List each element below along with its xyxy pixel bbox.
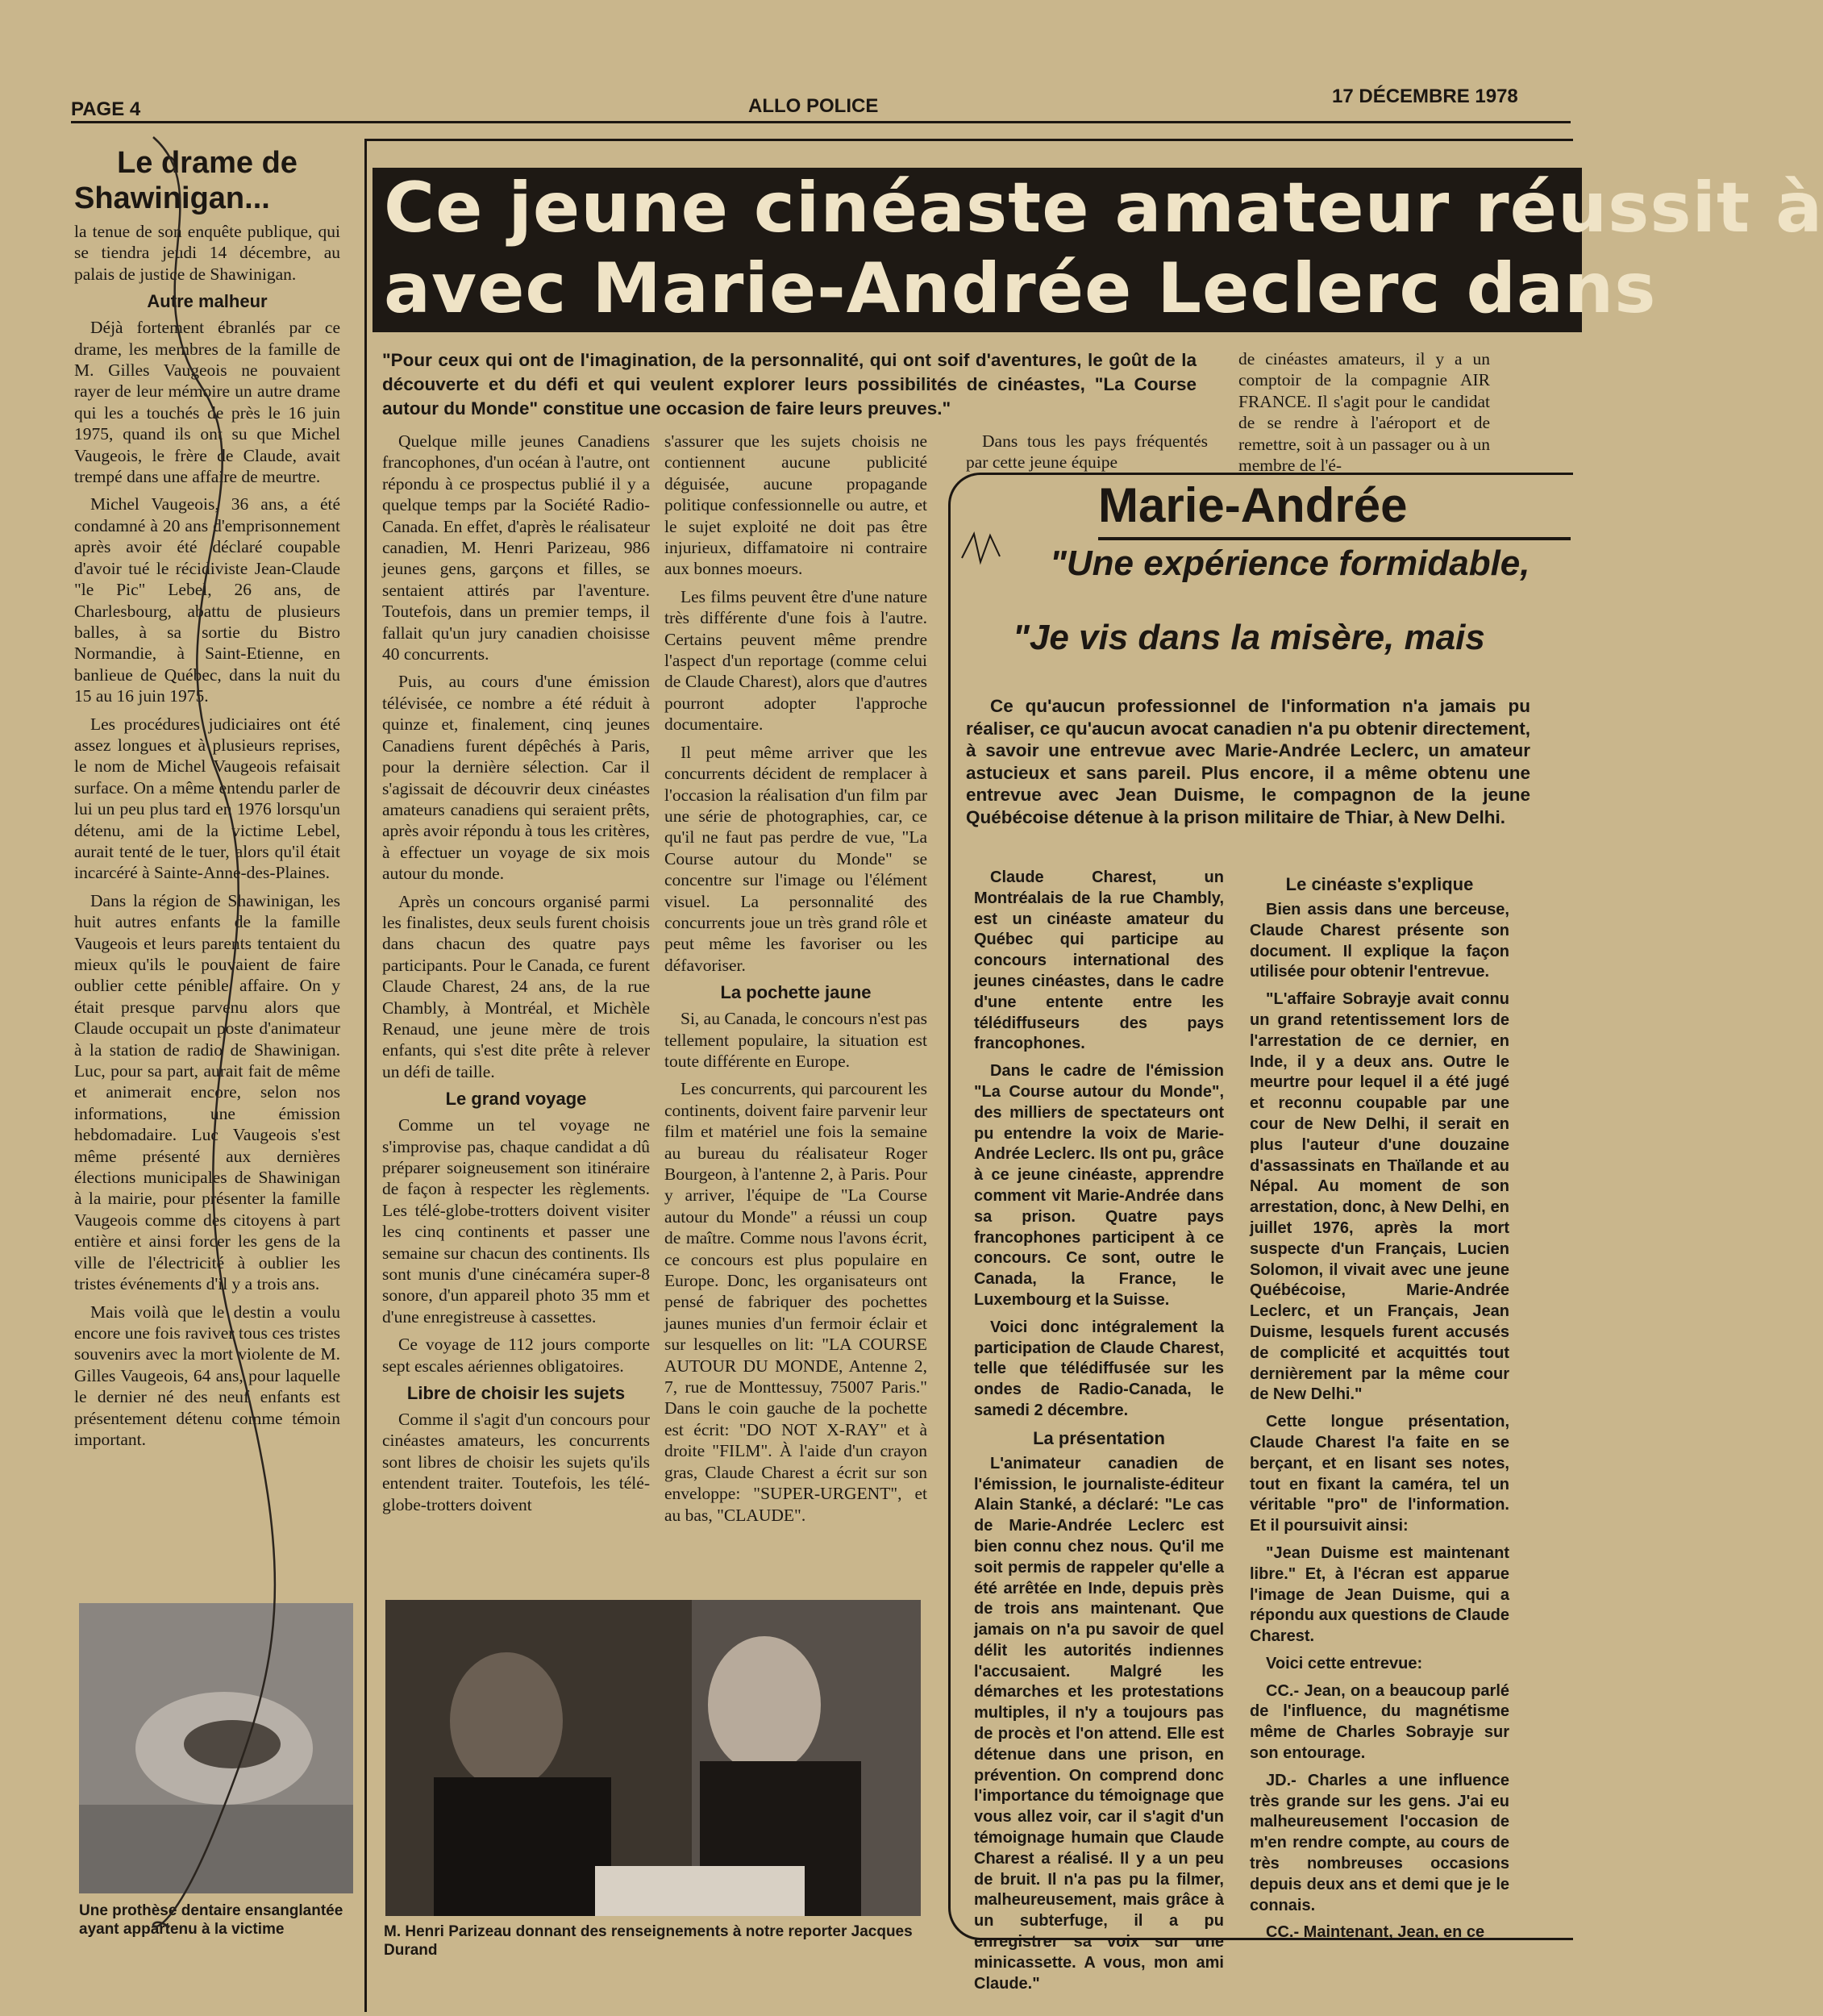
sidebar-subhead: Le cinéaste s'explique	[1285, 874, 1474, 894]
left-article-paragraph: Les procédures judiciaires ont été assez longues et à plusieurs reprises, le nom de Michel Vaugeois refaisait surface. On a même entendu parler de lui un peu plus tard en 1976 lorsqu'un détenu, ami de la victime Lebel, aurait tenté de le tuer, alors qu'il était incarcéré à Sainte-Anne-des-Plaines.	[74, 714, 340, 883]
main-article-subhead: Le grand voyage	[445, 1089, 587, 1110]
left-article-paragraph: Dans la région de Shawinigan, les huit autres enfants de la famille Vaugeois et leurs parents tentaient du mieux qu'ils le pouvaient de faire oublier cette pénible affaire. On y était presque parvenu alors que Claude occupait un poste d'animateur à la station de radio de Shawinigan. Luc, pour sa part, aurait fait de même et animerait encore, selon nos informations, une émission hebdomadaire. Luc Vaugeois s'est même présenté aux dernières élections municipales de Shawinigan à la mairie, pour présenter la famille Vaugeois comme des citoyens à part entière et ainsi forcer les gens de la ville de l'électricité à oublier les tristes événements d'il y a trois ans.	[74, 890, 340, 1294]
main-article-subhead: Libre de choisir les sujets	[406, 1383, 626, 1404]
sidebar-title: Marie-Andrée	[1098, 478, 1408, 532]
ink-scribble-icon	[958, 526, 1006, 574]
main-article-paragraph: Après un concours organisé parmi les finalistes, deux seuls furent choisis dans chacun des quatre pays participants. Pour le Canada, ce furent Claude Charest, 24 ans, de la rue Chambly, à Montréal, et Michèle Renaud, une jeune mère de trois enfants, qui s'est dite prête à relever un défi de taille.	[382, 891, 650, 1081]
sidebar-paragraph: Bien assis dans une berceuse, Claude Charest présente son document. Il explique la façon utilisée pour obtenir l'entrevue.	[1250, 901, 1509, 981]
left-article-title-2: Shawinigan...	[74, 181, 270, 215]
main-article-paragraph: Ce voyage de 112 jours comporte sept escales aériennes obligatoires.	[382, 1335, 650, 1376]
main-headline-line-1: Ce jeune cinéaste amateur réussit à	[384, 168, 1823, 248]
denture-photo	[79, 1603, 353, 1893]
sidebar-paragraph: Voici cette entrevue:	[1266, 1654, 1423, 1672]
sidebar-paragraph: Claude Charest, un Montréalais de la rue Chambly, est un cinéaste amateur du Québec qui participe au concours international des jeunes cinéastes, dans le cadre d'une entente entre les télédiffuseurs des pays francophones.	[974, 868, 1224, 1053]
page-number: PAGE 4	[71, 98, 141, 120]
main-article-paragraph: Comme il s'agit d'un concours pour cinéastes amateurs, les concurrents sont libres de choisir les sujets qu'ils entendent traiter. Toutefois, les télé-globe-trotters doivent	[382, 1410, 650, 1514]
sidebar-quote-1: "Une expérience formidable,	[1050, 544, 1530, 583]
sidebar-paragraph: JD.- Charles a une influence très grande sur les gens. J'ai eu malheureusement l'occasion de m'en rendre compte, au cours de très nombreuses occasions depuis deux ans et demi que je le connais.	[1250, 1771, 1509, 1914]
main-article-paragraph: s'assurer que les sujets choisis ne contiennent aucune publicité déguisée, aucune propagande politique confessionnelle ou autre, et le sujet exploité ne doit pas être injurieux, diffamatoire ni contraire aux bonnes moeurs.	[664, 431, 927, 579]
main-article-column-4	[1238, 348, 1490, 482]
sidebar-paragraph: Cette longue présentation, Claude Charest l'a faite en se berçant, et en lisant ses notes, tout en fixant la caméra, tel un véritable "pro" de l'information. Et il poursuivit ainsi:	[1250, 1413, 1509, 1535]
left-article-title-1: Le drame de	[117, 146, 298, 180]
denture-photo-image	[79, 1603, 353, 1893]
main-article-paragraph: Comme un tel voyage ne s'improvise pas, chaque candidat a dû préparer soigneusement son itinéraire de façon à respecter les règlements. Les télé-globe-trotters doivent visiter les cinq continents et passer une semaine sur chacun des continents. Ils sont munis d'une cinécaméra super-8 sonore, d'un appareil photo 35 mm et d'une enregistreuse à cassettes.	[382, 1115, 650, 1327]
issue-date: 17 DÉCEMBRE 1978	[1332, 85, 1518, 107]
main-article-paragraph: Si, au Canada, le concours n'est pas tellement populaire, la situation est toute différente en Europe.	[664, 1009, 927, 1071]
sidebar-column-a	[974, 868, 1224, 2001]
left-article-intro: la tenue de son enquête publique, qui se tiendra jeudi 14 décembre, au palais de justice de Shawinigan.	[74, 222, 340, 284]
main-article-paragraph: Dans tous les pays fréquentés par cette jeune équipe	[966, 431, 1208, 473]
left-article-paragraph: Mais voilà que le destin a voulu encore une fois raviver tous ces tristes souvenirs avec la mort violente de M. Gilles Vaugeois, 64 ans, pour laquelle le dernier né des neuf enfants est présentement détenu comme témoin important.	[74, 1302, 340, 1449]
main-article-column-2	[664, 431, 927, 1532]
main-article-paragraph: Les concurrents, qui parcourent les continents, doivent faire parvenir leur film et matériel une fois la semaine au bureau du réalisateur Roger Bourgeon, à l'antenne 2, à Paris. Pour y arriver, l'équipe de "La Course autour du Monde" a réussi un coup de maître. Comme nous l'avons écrit, ce concours est plus populaire en Europe. Donc, les organisateurs ont pensé de fabriquer des pochettes jaunes munies d'un fermoir éclair et sur lesquelles on lit: "LA COURSE AUTOUR DU MONDE, Antenne 2, 7, rue de Monttessuy, 75007 Paris." Dans le coin gauche de la pochette est écrit: "DO NOT X-RAY" et à droite "FILM". À l'aide d'un crayon gras, Claude Charest a écrit sur son enveloppe: "SUPER-URGENT", et au bas, "CLAUDE".	[664, 1079, 927, 1525]
denture-photo-caption: Une prothèse dentaire ensanglantée ayant appartenu à la victime	[79, 1902, 343, 1938]
main-article-paragraph: Les films peuvent être d'une nature très différente d'une fois à l'autre. Certains peuvent même prendre l'aspect d'un reportage (comme celui de Claude Charest), alors que d'autres pourront adopter l'approche documentaire.	[664, 586, 927, 735]
sidebar-paragraph: Voici donc intégralement la participation de Claude Charest, telle que télédiffusée sur les ondes de Radio-Canada, le samedi 2 décembre.	[974, 1318, 1224, 1419]
sidebar-paragraph: "Jean Duisme est maintenant libre." Et, à l'écran est apparue l'image de Jean Duisme, qui a répondu aux questions de Claude Charest.	[1250, 1543, 1509, 1646]
main-article-lede: "Pour ceux qui ont de l'imagination, de la personnalité, qui ont soif d'aventures, le goût de la découverte et du défi et qui veulent explorer leurs possibilités de cinéastes, "La Course autour du Monde" constitue une occasion de faire leurs preuves."	[382, 350, 1197, 419]
main-article-column-1	[382, 431, 650, 1522]
sidebar-intro: Ce qu'aucun professionnel de l'information n'a jamais pu réaliser, ce qu'aucun avocat canadien n'a pu obtenir directement, à savoir une entrevue avec Marie-Andrée Leclerc, un amateur astucieux et sans pareil. Plus encore, il a même obtenu une entrevue avec Jean Duisme, le compagnon de la jeune Québécoise détenue à la prison militaire de Thiar, à New Delhi.	[966, 696, 1530, 827]
sidebar-quote-2: "Je vis dans la misère, mais	[1013, 618, 1485, 657]
sidebar-paragraph: CC.- Maintenant, Jean, en ce	[1266, 1923, 1485, 1942]
main-headline	[373, 168, 1823, 332]
main-article-paragraph: Puis, au cours d'une émission télévisée, ce nombre a été réduit à quinze et, finalement, cinq jeunes Canadiens furent dépêchés à Paris, pour la dernière sélection. Car il s'agissait de découvrir deux cinéastes amateurs canadiens qui seraient prêts, après avoir répondu à tous les critères, à effectuer un voyage de six mois autour du monde.	[382, 672, 650, 884]
parizeau-photo	[385, 1600, 921, 1916]
sidebar-column-b	[1250, 868, 1509, 1950]
parizeau-photo-image	[385, 1600, 921, 1916]
sidebar-paragraph: "L'affaire Sobrayje avait connu un grand retentissement lors de l'arrestation de ce dernier, en Inde, il y a deux ans. Outre le meurtre pour lequel il a été jugé et reconnu coupable par une cour de New Delhi, il serait en plus l'auteur d'une douzaine d'assassinats en Thaïlande et au Népal. Au moment de son arrestation, donc, à New Delhi, en juillet 1976, après la mort suspecte d'un Français, Lucien Solomon, il vivait avec une jeune Québécoise, Marie-Andrée Leclerc, et un Français, Jean Duisme, lesquels furent accusés de complicité et acquittés tout dernièrement par la même cour de New Delhi."	[1250, 990, 1509, 1404]
publication-name: ALLO POLICE	[748, 95, 879, 117]
sidebar-subhead: La présentation	[1033, 1427, 1165, 1448]
left-article-subhead: Autre malheur	[147, 291, 268, 312]
header-rule	[71, 121, 1571, 123]
main-article-paragraph: Quelque mille jeunes Canadiens francophones, d'un océan à l'autre, ont répondu à ce prospectus publié il y a quelque temps par la Société Radio-Canada. En effet, d'après le réalisateur canadien, M. Henri Parizeau, 986 jeunes gens, garçons et filles, se sentaient attirés par l'aventure. Toutefois, dans un premier temps, il fallait qu'un jury canadien choisisse 40 concurrents.	[382, 431, 650, 664]
sidebar-paragraph: L'animateur canadien de l'émission, le journaliste-éditeur Alain Stanké, a déclaré: "Le cas de Marie-Andrée Leclerc est bien connu chez nous. Qu'il me soit permis de rappeler qu'elle a été arrêtée en Inde, depuis près de trois ans maintenant. Que jamais on n'a pu savoir de quel délit les autorités indiennes l'accusaient. Malgré les démarches et les protestations multiples, il n'y a toujours pas de procès et l'on attend. Elle est détenue dans une prison, en prévention. On comprend donc l'importance du témoignage que vous allez voir, car il s'agit d'un témoignage humain que Claude Charest a réalisé. Il y a un peu de bruit. Il n'a pas pu la filmer, malheureusement, mais grâce à un subterfuge, il a pu enregistrer sa voix sur une minicassette. A vous, mon ami Claude."	[974, 1454, 1224, 1993]
sidebar-title-rule	[1098, 537, 1571, 540]
main-headline-line-2: avec Marie-Andrée Leclerc dans	[384, 248, 1657, 329]
main-article-paragraph: de cinéastes amateurs, il y a un comptoir de la compagnie AIR FRANCE. Il s'agit pour le candidat de se rendre à l'aéroport et de remettre, soit à un passager ou à un membre de l'é-	[1238, 349, 1490, 476]
sidebar-paragraph: Dans le cadre de l'émission "La Course autour du Monde", des milliers de spectateurs ont pu entendre la voix de Marie-Andrée Leclerc. Ils ont pu, grâce à ce jeune cinéaste, apprendre comment vit Marie-Andrée dans sa prison. Quatre pays francophones participent à ce concours. Ce sont, outre le Canada, la France, le Luxembourg et la Suisse.	[974, 1062, 1224, 1309]
sidebar-paragraph: CC.- Jean, on a beaucoup parlé de l'influence, du magnétisme même de Charles Sobrayje sur son entourage.	[1250, 1681, 1509, 1763]
left-article-paragraph: Déjà fortement ébranlés par ce drame, les membres de la famille de M. Gilles Vaugeois ne pouvaient rayer de leur mémoire un autre drame qui les a touchés de près le 16 juin 1975, quand ils ont su que Michel Vaugeois, le frère de Claude, avait trempé dans une affaire de meurtre.	[74, 318, 340, 487]
main-article-paragraph: Il peut même arriver que les concurrents décident de remplacer à l'occasion la réalisation d'un film par une série de photographies, car, ce qu'il ne faut pas perdre de vue, "La Course autour du Monde" se concentre sur l'image ou l'élément visuel. La personnalité des concurrents joue un très grand rôle et peut même les favoriser ou les défavoriser.	[664, 742, 927, 975]
parizeau-photo-caption: M. Henri Parizeau donnant des renseignements à notre reporter Jacques Durand	[384, 1923, 913, 1959]
left-article	[74, 145, 340, 1456]
main-article-subhead: La pochette jaune	[720, 982, 872, 1003]
left-article-paragraph: Michel Vaugeois, 36 ans, a été condamné à 20 ans d'emprisonnement après avoir été déclaré coupable d'avoir tué le récidiviste Jean-Claude "le Pic" Lebel, 26 ans, de Charlesbourg, abattu de plusieurs balles, à sa sortie du Bistro Normandie, à Saint-Etienne, en banlieue de Québec, dans la nuit du 15 au 16 juin 1975.	[74, 494, 340, 706]
